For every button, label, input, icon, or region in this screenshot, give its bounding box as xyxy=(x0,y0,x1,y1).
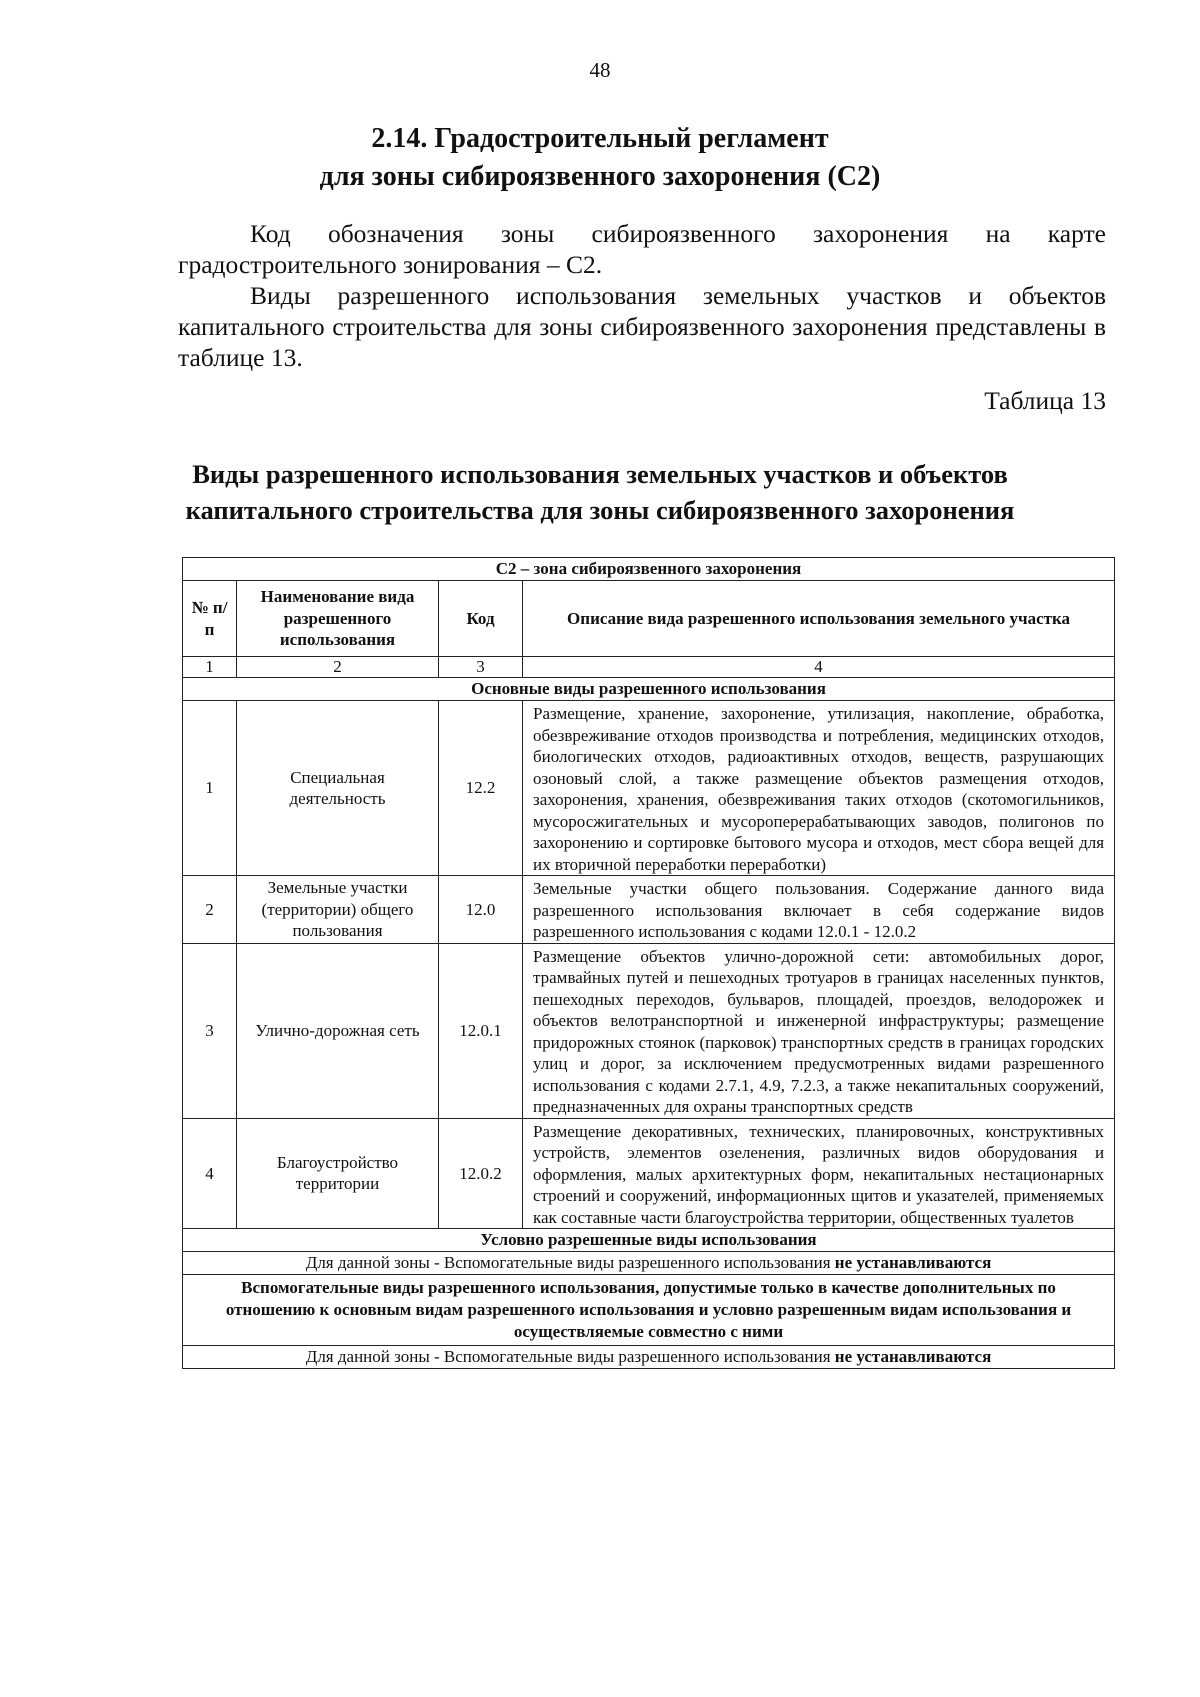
row-code: 12.0.2 xyxy=(439,1118,523,1229)
row-name: Специальная деятельность xyxy=(237,701,439,876)
conditional-note-row xyxy=(183,1252,1115,1275)
column-number: 2 xyxy=(237,657,439,678)
row-name: Благоустройство территории xyxy=(237,1118,439,1229)
column-number-row xyxy=(183,657,1115,678)
row-code: 12.0 xyxy=(439,876,523,944)
table-title-line-1: Виды разрешенного использования земельных участков и объектов xyxy=(192,459,1008,489)
auxiliary-note-row xyxy=(183,1346,1115,1369)
header-name: Наименование вида разрешенного использования xyxy=(237,581,439,657)
table-title-line-2: капитального строительства для зоны сибироязвенного захоронения xyxy=(185,495,1015,525)
section-title-line-1: 2.14. Градостроительный регламент xyxy=(371,123,829,154)
table-row xyxy=(183,701,1115,876)
row-name: Земельные участки (территории) общего пользования xyxy=(237,876,439,944)
conditional-note-text: Для данной зоны - Вспомогательные виды разрешенного использования xyxy=(305,1253,831,1272)
zone-header: С2 – зона сибироязвенного захоронения xyxy=(183,558,1115,581)
section-title xyxy=(0,120,1200,196)
auxiliary-section-row xyxy=(183,1275,1115,1346)
conditional-section-header: Условно разрешенные виды использования xyxy=(183,1229,1115,1252)
column-number: 1 xyxy=(183,657,237,678)
conditional-note xyxy=(183,1252,1115,1275)
row-name: Улично-дорожная сеть xyxy=(237,943,439,1118)
auxiliary-section-header: Вспомогательные виды разрешенного использования, допустимые только в качестве дополнительных по отношению к основным видам разрешенного использования и условно разрешенным видам использования и осуществляемые совместно с ними xyxy=(183,1275,1115,1346)
section-title-line-2: для зоны сибироязвенного захоронения (С2) xyxy=(319,161,881,192)
auxiliary-note xyxy=(183,1346,1115,1369)
column-header-row xyxy=(183,581,1115,657)
column-number: 4 xyxy=(523,657,1115,678)
table-label: Таблица 13 xyxy=(984,386,1106,415)
regulation-table xyxy=(182,557,1115,1369)
row-num: 1 xyxy=(183,701,237,876)
conditional-section-row xyxy=(183,1229,1115,1252)
intro-paragraph-2: Виды разрешенного использования земельных участков и объектов капитального строительства для зоны сибироязвенного захоронения представлены в таблице 13. xyxy=(178,281,1106,372)
header-code: Код xyxy=(439,581,523,657)
zone-header-row xyxy=(183,558,1115,581)
row-desc: Размещение объектов улично-дорожной сети: автомобильных дорог, трамвайных путей и пешеходных тротуаров в границах населенных пунктов, пешеходных переходов, бульваров, площадей, проездов, велодорожек и объектов велотранспортной и инженерной инфраструктуры; размещение придорожных стоянок (парковок) транспортных средств в границах городских улиц и дорог, за исключением предусмотренных видами разрешенного использования с кодами 2.7.1, 4.9, 7.2.3, а также некапитальных сооружений, предназначенных для охраны транспортных средств xyxy=(523,943,1115,1118)
table-row xyxy=(183,876,1115,944)
row-code: 12.0.1 xyxy=(439,943,523,1118)
row-desc: Земельные участки общего пользования. Содержание данного вида разрешенного использования включает в себя содержание видов разрешенного использования с кодами 12.0.1 - 12.0.2 xyxy=(523,876,1115,944)
row-num: 3 xyxy=(183,943,237,1118)
row-desc: Размещение, хранение, захоронение, утилизация, накопление, обработка, обезвреживание отходов производства и потребления, медицинских отходов, биологических отходов, радиоактивных отходов, веществ, разрушающих озоновый слой, а также размещение объектов размещения отходов, захоронения, хранения, обезвреживания таких отходов (скотомогильников, мусоросжигательных и мусороперерабатывающих заводов, полигонов по захоронению и сортировке бытового мусора и отходов, мест сбора вещей для их вторичной переработки переработки) xyxy=(523,701,1115,876)
table-row xyxy=(183,943,1115,1118)
row-desc: Размещение декоративных, технических, планировочных, конструктивных устройств, элементов озеленения, различных видов оборудования и оформления, малых архитектурных форм, некапитальных нестационарных строений и сооружений, информационных щитов и указателей, применяемых как составные части благоустройства территории, общественных туалетов xyxy=(523,1118,1115,1229)
intro-paragraph-1: Код обозначения зоны сибироязвенного захоронения на карте градостроительного зонирования – С2. xyxy=(178,219,1106,279)
row-code: 12.2 xyxy=(439,701,523,876)
auxiliary-note-text: Для данной зоны - Вспомогательные виды разрешенного использования xyxy=(305,1347,831,1366)
table-title xyxy=(0,456,1200,528)
page-number: 48 xyxy=(589,58,611,82)
column-number: 3 xyxy=(439,657,523,678)
header-num: № п/п xyxy=(183,581,237,657)
header-desc: Описание вида разрешенного использования земельного участка xyxy=(523,581,1115,657)
intro-text xyxy=(178,218,1106,373)
row-num: 4 xyxy=(183,1118,237,1229)
main-section-header: Основные виды разрешенного использования xyxy=(183,678,1115,701)
main-section-row xyxy=(183,678,1115,701)
auxiliary-note-emphasis: не устанавливаются xyxy=(834,1347,992,1366)
conditional-note-emphasis: не устанавливаются xyxy=(834,1253,992,1272)
row-num: 2 xyxy=(183,876,237,944)
table-row xyxy=(183,1118,1115,1229)
